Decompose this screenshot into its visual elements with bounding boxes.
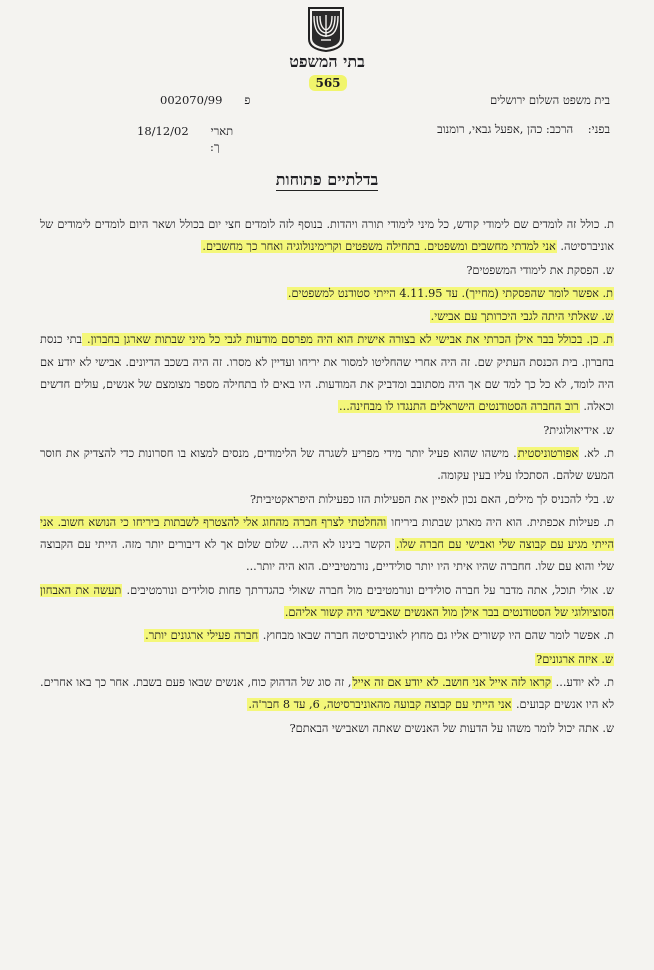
paragraph-text: ש. אולי תוכל, אתה מדבר על חברה סולידים ונורמטיבים מול חברה שאולי כהגדרתך פחות סולידים ונורמטיבים.	[122, 583, 614, 597]
paragraph-text: ת. פעילות אכפתית. הוא היה מארגן שבתות ביריחו	[387, 515, 614, 529]
paragraph-text: ת. כולל זה לומדים שם לימודי קודש, כל מיני לימודי תורה ויהדות. בנוסף לזה לומדים חצי יום בכולל ושאר היום לומדים לימודים של אוניברסיטה.	[40, 218, 614, 254]
highlighted-text: ש. איזה ארגונים?	[536, 652, 613, 666]
case-number-line	[160, 93, 250, 107]
transcript-paragraph	[40, 489, 614, 511]
paragraph-text: ש. הפסקת את לימודי המשפטים?	[466, 263, 614, 277]
section-title	[0, 170, 654, 190]
paragraph-text: . מישהו שהוא פעיל יותר מידי מפריע לשגרה של הלימודים, מנסים למצוא בו חסרונות כדי להצדיק את חוסר המעש שלהם. הסתכלו עליו בעין עקומה.	[40, 446, 614, 483]
paragraph-text: ש. אתה יכול לומר משהו על הדעות של האנשים שאתה ושאבישי הבאתם?	[289, 721, 614, 735]
transcript-paragraph	[40, 672, 614, 717]
highlighted-text: ת. אפשר לומר שהפסקתי (מחייך). עד 4.11.95 הייתי סטודנט למשפטים.	[287, 286, 613, 300]
date-suffix: ך:	[210, 140, 220, 154]
case-number-prefix: פ	[244, 93, 251, 107]
transcript-paragraph	[40, 329, 614, 418]
transcript-paragraph	[40, 443, 614, 488]
section-title-text: בדלתיים פתוחות	[275, 170, 379, 189]
date-value: 18/12/02	[137, 124, 189, 138]
court-name: בתי המשפט	[289, 52, 365, 71]
transcript-paragraph	[40, 625, 614, 647]
court-location: בית משפט השלום ירושלים	[489, 93, 610, 107]
paragraph-text: ת. לא יודע...	[551, 675, 615, 689]
before-label: בפני:	[587, 122, 610, 136]
transcript-paragraph	[40, 214, 614, 259]
paragraph-text: ת. לא.	[579, 446, 614, 460]
panel-judges: הרכב: כהן ,אפעל גבאי, רומנוב	[437, 122, 574, 136]
transcript-paragraph	[40, 580, 614, 625]
highlighted-text: ת. כן. בכולל בבר אילן הכרתי את אבישי לא בצורה אישית הוא היה מפרסם מודעות לגבי כל מיני שבתות שארגן בחברון.	[82, 333, 613, 347]
highlighted-text: קראו לזה אייל אני חושב. לא יודע אם זה אייל	[352, 675, 551, 689]
case-number: 002070/99	[160, 93, 223, 107]
highlighted-text: אני הייתי עם קבוצה קבועה מהאוניברסיטה, 6, עד 8 חבר'ה.	[248, 698, 512, 712]
paragraph-text: ש. בלי להכניס לך מילים, האם נכון לאפיין את הפעילות הזו כפעילות היפראקטיבית?	[250, 492, 614, 506]
highlighted-text: אני למדתי מחשבים ומשפטים. בתחילה משפטים וקרימינולוגיה ואחר כך מחשבים.	[202, 240, 556, 254]
transcript-body	[40, 214, 614, 741]
transcript-paragraph	[40, 512, 614, 579]
paragraph-text: ת. אפשר לומר שהם היו קשורים אליו גם מחוץ לאוניברסיטה חברה שבאו מבחוץ.	[259, 629, 614, 643]
highlighted-text: והחלטתי לצרף חברה מהחוג אלי להצטרף לשבתות ביריחו כי הנושא חשוב. אני הייתי מגיע עם קבוצה שלי ואבישי עם חברה שלו.	[40, 515, 615, 552]
transcript-paragraph	[40, 306, 614, 328]
transcript-paragraph	[40, 283, 614, 305]
transcript-paragraph	[40, 649, 614, 671]
date-label: תארי	[210, 124, 234, 138]
highlighted-text: רוב החברה הסטודנטים הישראלים התנגדו לו מבחינה...	[339, 400, 579, 414]
page-number	[306, 76, 350, 90]
highlighted-text: תעשה את האבחון הסוציולוגי של הסטודנטים בבר אילן מול האנשים שאבישי היה קשור אליהם.	[40, 583, 614, 620]
panel-line	[437, 122, 610, 136]
paragraph-text: בתי כנסת בחברון. בית הכנסת העתיק שם. זה היה אחרי שהחליטו למסור את יריחו ועדיין לא מסרו. זה היה בשכב הדיונים. אבישי לא יודע אם היה לומד, לא כל כך למד שם אך היה מסתובב ומדביק את המודעות. היו באים לו בתחילה מספר מצומצם של אנשים, עולים חדשים וכאלה.	[40, 333, 614, 414]
paragraph-text: , זה סוג של הדהוק כוח, אנשים שבאו פעם בשבת. אחר כך באו אחרים. לא היו אנשים קבועים.	[40, 675, 614, 712]
transcript-paragraph	[40, 420, 614, 442]
highlighted-text: חברה פעילי ארגונים יותר.	[145, 629, 259, 643]
menorah-emblem-icon	[306, 6, 346, 52]
date-line	[137, 124, 233, 138]
transcript-paragraph	[40, 718, 614, 740]
highlighted-text: אפורטוניסטית	[517, 446, 579, 460]
highlighted-text: ש. שאלתי היתה לגבי היכרותך עם אבישי.	[430, 310, 613, 324]
page-number-value: 565	[309, 75, 346, 91]
transcript-paragraph	[40, 260, 614, 282]
paragraph-text: ש. אידיאולוגית?	[543, 423, 614, 437]
paragraph-text: הקשר בינינו לא היה... שלום שלום אך לא דיבורים יותר מזה. הייתי עם הקבוצה שלי והוא עם שלו. חחברה שהיו איתי היו יותר סולידיים, נורמטיביים. הוא היה יותר...	[40, 538, 614, 574]
